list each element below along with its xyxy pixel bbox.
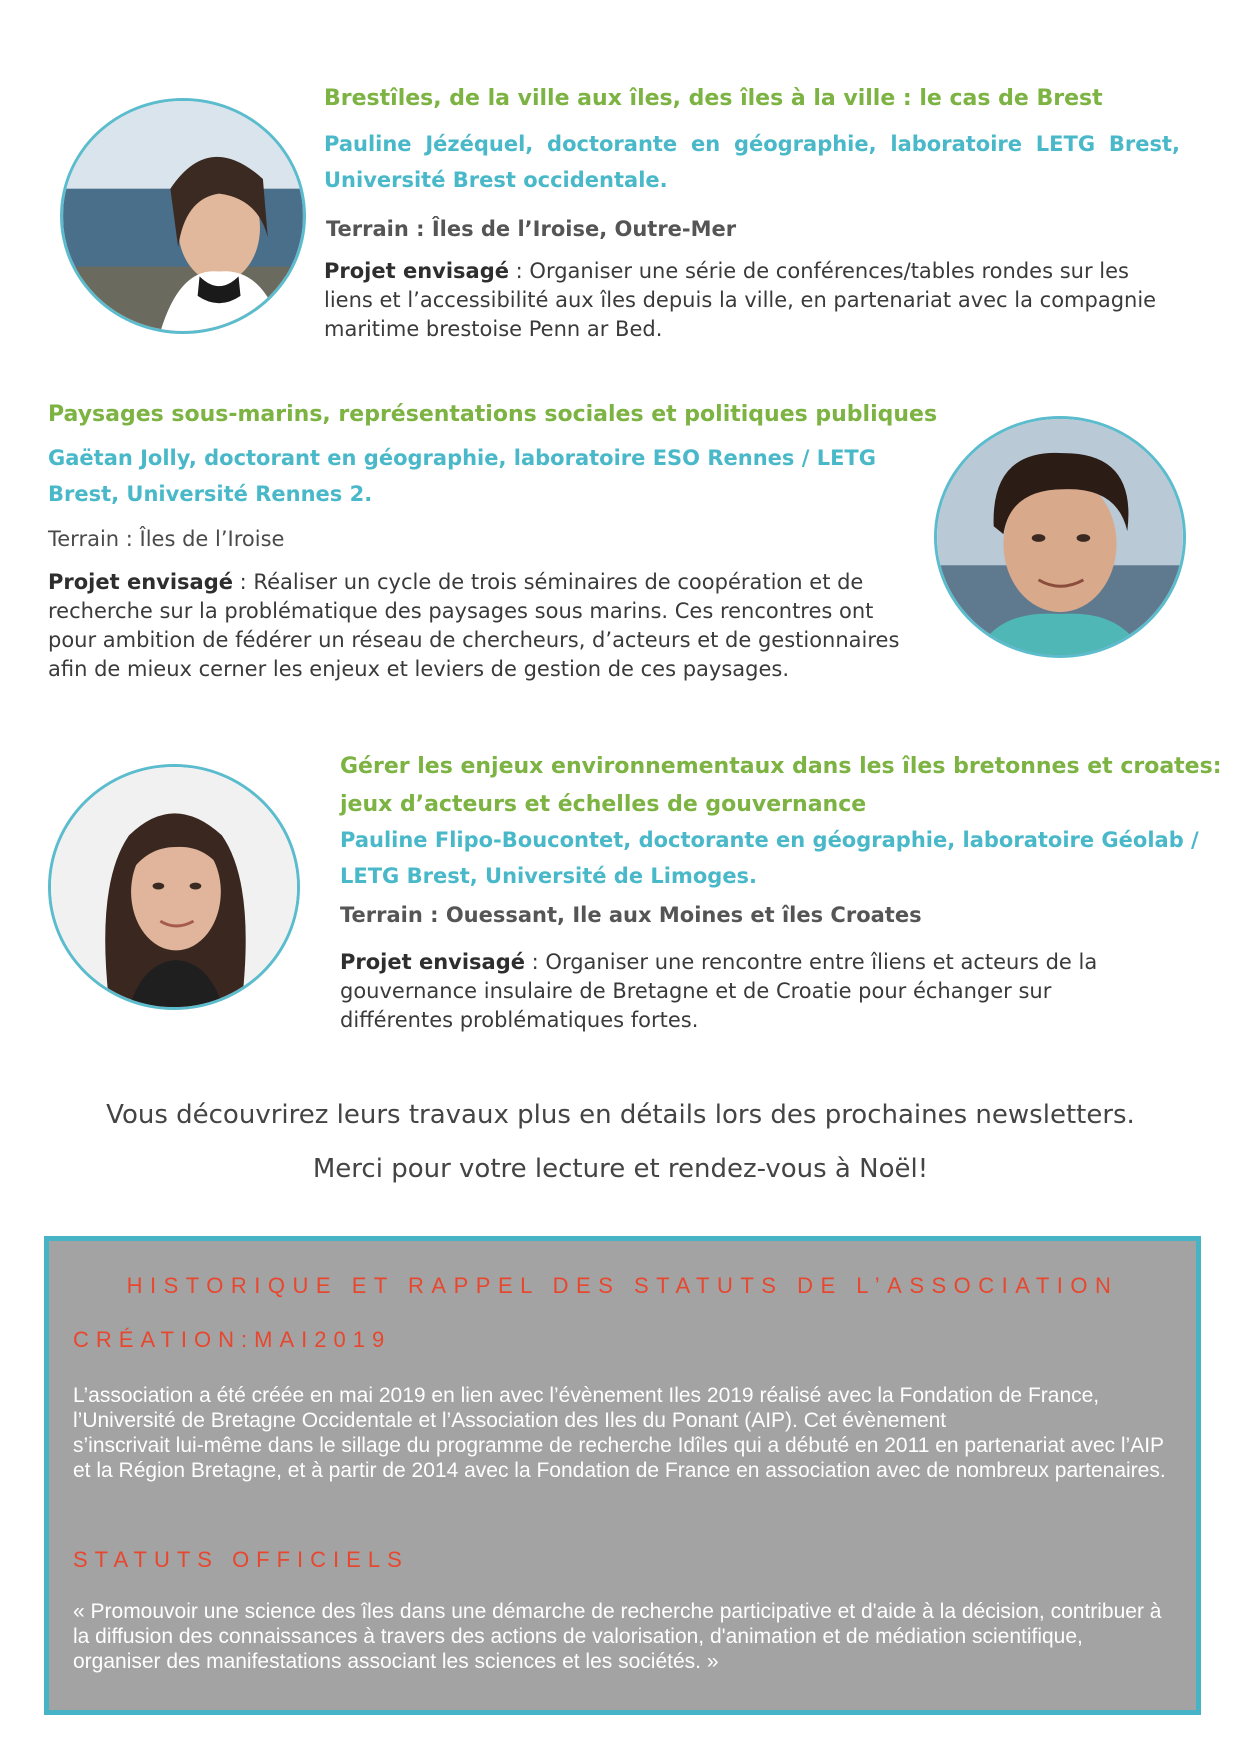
field-label-1: Terrain : Îles de l’Iroise, Outre-Mer [326, 217, 737, 241]
portrait-photo-2 [937, 419, 1183, 655]
project-description-3 [340, 948, 1200, 1035]
portrait-photo-1 [63, 101, 303, 331]
project-title-3b: jeux d’acteurs et échelles de gouvernance [340, 792, 867, 817]
closing-line-1: Vous découvrirez leurs travaux plus en détails lors des prochaines newsletters. [106, 1100, 1135, 1130]
project-text-2c: pour ambition de fédérer un réseau de chercheurs, d’acteurs et de gestionnaires [48, 628, 900, 652]
project-text-1b: liens et l’accessibilité aux îles depuis la ville, en partenariat avec la compagnie [324, 288, 1157, 312]
author-line-3b: LETG Brest, Université de Limoges. [340, 864, 758, 888]
project-title-3a: Gérer les enjeux environnementaux dans les îles bretonnes et croates: [340, 754, 1222, 779]
creation-text [73, 1383, 1173, 1483]
author-line-3a: Pauline Flipo-Boucontet, doctorante en géographie, laboratoire Géolab / [340, 828, 1199, 852]
closing-line-2: Merci pour votre lecture et rendez-vous à Noël! [312, 1154, 929, 1184]
author-line-1b: Université Brest occidentale. [324, 168, 668, 192]
project-label-1: Projet envisagé [324, 259, 509, 283]
project-text-3b: gouvernance insulaire de Bretagne et de Croatie pour échanger sur [340, 979, 1052, 1003]
author-line-1a: Pauline Jézéquel, doctorante en géographie, laboratoire LETG Brest, [324, 132, 1180, 156]
creation-heading: CRÉATION:MAI2019 [73, 1327, 392, 1352]
portrait-pauline-jezequel [60, 98, 306, 334]
history-box-title: HISTORIQUE ET RAPPEL DES STATUTS DE L’ASSOCIATION [126, 1273, 1119, 1298]
project-text-1c: maritime brestoise Penn ar Bed. [324, 317, 663, 341]
project-label-3: Projet envisagé [340, 950, 525, 974]
project-title-1: Brestîles, de la ville aux îles, des îles à la ville : le cas de Brest [324, 86, 1103, 111]
project-text-3c: différentes problématiques fortes. [340, 1008, 699, 1032]
field-label-2: Terrain : Îles de l’Iroise [48, 527, 285, 551]
project-description-1 [324, 257, 1204, 344]
field-label-3: Terrain : Ouessant, Ile aux Moines et îles Croates [340, 903, 922, 927]
portrait-gaetan-jolly [934, 416, 1186, 658]
author-line-2a: Gaëtan Jolly, doctorant en géographie, laboratoire ESO Rennes / LETG [48, 446, 876, 470]
project-description-2 [48, 568, 948, 684]
creation-text-part2: s’inscrivait lui-même dans le sillage du programme de recherche Idîles qui a débuté en 2011 en partenariat avec l’AIP et la Région Bretagne, et à partir de 2014 avec la Fondation de France en association avec de nombreux partenaires. [73, 1434, 1166, 1482]
project-text-2d: afin de mieux cerner les enjeux et leviers de gestion de ces paysages. [48, 657, 790, 681]
project-text-2b: recherche sur la problématique des paysages sous marins. Ces rencontres ont [48, 599, 874, 623]
project-label-2: Projet envisagé [48, 570, 233, 594]
project-text-3a: : Organiser une rencontre entre îliens et acteurs de la [525, 950, 1098, 974]
author-line-2b: Brest, Université Rennes 2. [48, 482, 373, 506]
project-title-2: Paysages sous-marins, représentations sociales et politiques publiques [48, 402, 938, 427]
project-text-2a: : Réaliser un cycle de trois séminaires de coopération et de [233, 570, 864, 594]
history-box [44, 1236, 1201, 1715]
creation-text-part1: L’association a été créée en mai 2019 en lien avec l’évènement Iles 2019 réalisé avec la Fondation de France, l’Université de Bretagne Occidentale et l’Association des Iles du Ponant (AIP). Cet évènement [73, 1384, 1100, 1432]
portrait-photo-3 [51, 767, 297, 1007]
portrait-pauline-flipo [48, 764, 300, 1010]
statuts-heading: STATUTS OFFICIELS [73, 1547, 409, 1572]
project-text-1a: : Organiser une série de conférences/tables rondes sur les [509, 259, 1129, 283]
statuts-text: « Promouvoir une science des îles dans une démarche de recherche participative et d'aide à la décision, contribuer à la diffusion des connaissances à travers des actions de valorisation, d'animation et de médiation scientifique, organiser des manifestations associant les sciences et les sociétés. » [73, 1600, 1162, 1673]
